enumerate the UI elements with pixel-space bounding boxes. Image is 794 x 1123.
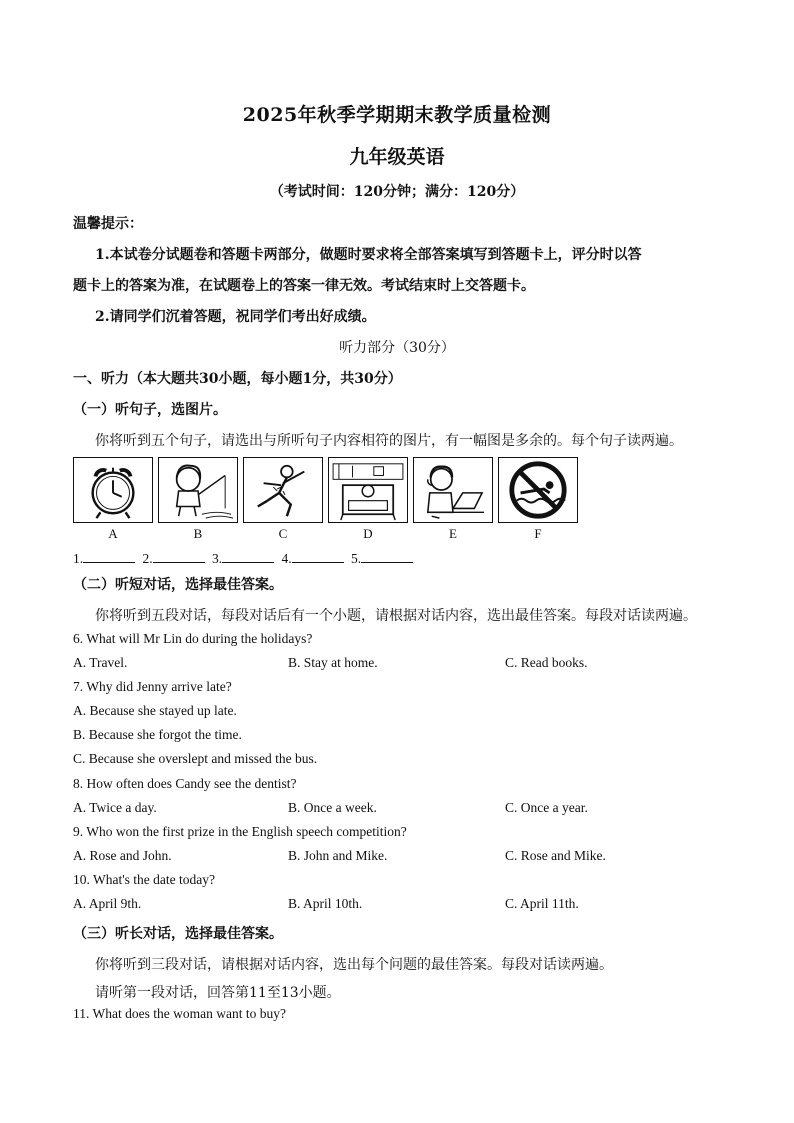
q7-option-b: B. Because she forgot the time.	[73, 727, 242, 742]
blank-label-4: 4.	[281, 551, 292, 566]
subsection1-title: （一）听句子，选图片。	[73, 402, 227, 418]
exam-time-note: （考试时间：120分钟；满分：120分）	[269, 184, 525, 200]
q6-option-c: C. Read books.	[505, 655, 588, 670]
answer-blank-5[interactable]	[361, 550, 413, 563]
answer-blanks	[73, 550, 417, 567]
picture-label-f: F	[534, 526, 542, 541]
blank-label-2: 2.	[142, 551, 153, 566]
tips-item2: 2.请同学们沉着答题，祝同学们考出好成绩。	[95, 309, 376, 325]
q8-option-a: A. Twice a day.	[73, 800, 157, 815]
picture-label-d: D	[363, 526, 373, 541]
q7-option-a: A. Because she stayed up late.	[73, 703, 237, 718]
question-10: 10. What's the date today?	[73, 872, 216, 887]
picture-label-b: B	[193, 526, 203, 541]
alarm-clock-icon	[73, 457, 153, 523]
q6-option-a: A. Travel.	[73, 655, 128, 670]
tips-heading: 温馨提示：	[73, 216, 143, 232]
q8-option-b: B. Once a week.	[288, 800, 377, 815]
spiderman-icon	[243, 457, 323, 523]
picture-options	[73, 457, 583, 543]
question-6: 6. What will Mr Lin do during the holidays?	[73, 631, 313, 646]
blank-label-5: 5.	[351, 551, 362, 566]
answer-blank-1[interactable]	[83, 550, 135, 563]
q8-option-c: C. Once a year.	[505, 800, 588, 815]
subsection1-instructions: 你将听到五个句子，请选出与所听句子内容相符的图片，有一幅图是多余的。每个句子读两遍。	[95, 433, 683, 449]
section-heading: 一、听力（本大题共30小题，每小题1分，共30分）	[73, 371, 402, 387]
blank-label-1: 1.	[73, 551, 84, 566]
question-11: 11. What does the woman want to buy?	[73, 1006, 286, 1021]
q10-option-b: B. April 10th.	[288, 896, 363, 911]
q7-option-c: C. Because she overslept and missed the bus.	[73, 751, 318, 766]
answer-blank-4[interactable]	[292, 550, 344, 563]
q10-option-a: A. April 9th.	[73, 896, 142, 911]
subsection2-instructions: 你将听到五段对话，每段对话后有一个小题，请根据对话内容，选出最佳答案。每段对话读两遍。	[95, 608, 697, 624]
q10-option-c: C. April 11th.	[505, 896, 579, 911]
answer-blank-3[interactable]	[222, 550, 274, 563]
blank-label-3: 3.	[212, 551, 223, 566]
listening-part-title: 听力部分（30分）	[339, 340, 455, 356]
no-swimming-icon	[498, 457, 578, 523]
q9-option-a: A. Rose and John.	[73, 848, 172, 863]
question-9: 9. Who won the first prize in the English speech competition?	[73, 824, 407, 839]
person-in-bed-icon	[328, 457, 408, 523]
subsection3-instructions: 你将听到三段对话，请根据对话内容，选出每个问题的最佳答案。每段对话读两遍。	[95, 957, 613, 973]
subsection3-dialogue-note: 请听第一段对话，回答第11至13小题。	[95, 985, 341, 1001]
picture-label-a: A	[108, 526, 118, 541]
tips-item1-line2: 题卡上的答案为准，在试题卷上的答案一律无效。考试结束时上交答题卡。	[73, 278, 535, 294]
picture-label-c: C	[278, 526, 288, 541]
tips-item1-line1: 1.本试卷分试题卷和答题卡两部分，做题时要求将全部答案填写到答题卡上，评分时以答	[95, 247, 642, 263]
child-fishing-icon	[158, 457, 238, 523]
exam-title: 2025年秋季学期期末教学质量检测	[242, 104, 552, 126]
q9-option-b: B. John and Mike.	[288, 848, 388, 863]
exam-subject: 九年级英语	[349, 146, 445, 168]
q9-option-c: C. Rose and Mike.	[505, 848, 606, 863]
q6-option-b: B. Stay at home.	[288, 655, 378, 670]
question-7: 7. Why did Jenny arrive late?	[73, 679, 232, 694]
question-8: 8. How often does Candy see the dentist?	[73, 776, 297, 791]
boy-with-laptop-icon	[413, 457, 493, 523]
subsection3-title: （三）听长对话，选择最佳答案。	[73, 926, 283, 942]
answer-blank-2[interactable]	[153, 550, 205, 563]
picture-label-e: E	[449, 526, 457, 541]
subsection2-title: （二）听短对话，选择最佳答案。	[73, 577, 283, 593]
